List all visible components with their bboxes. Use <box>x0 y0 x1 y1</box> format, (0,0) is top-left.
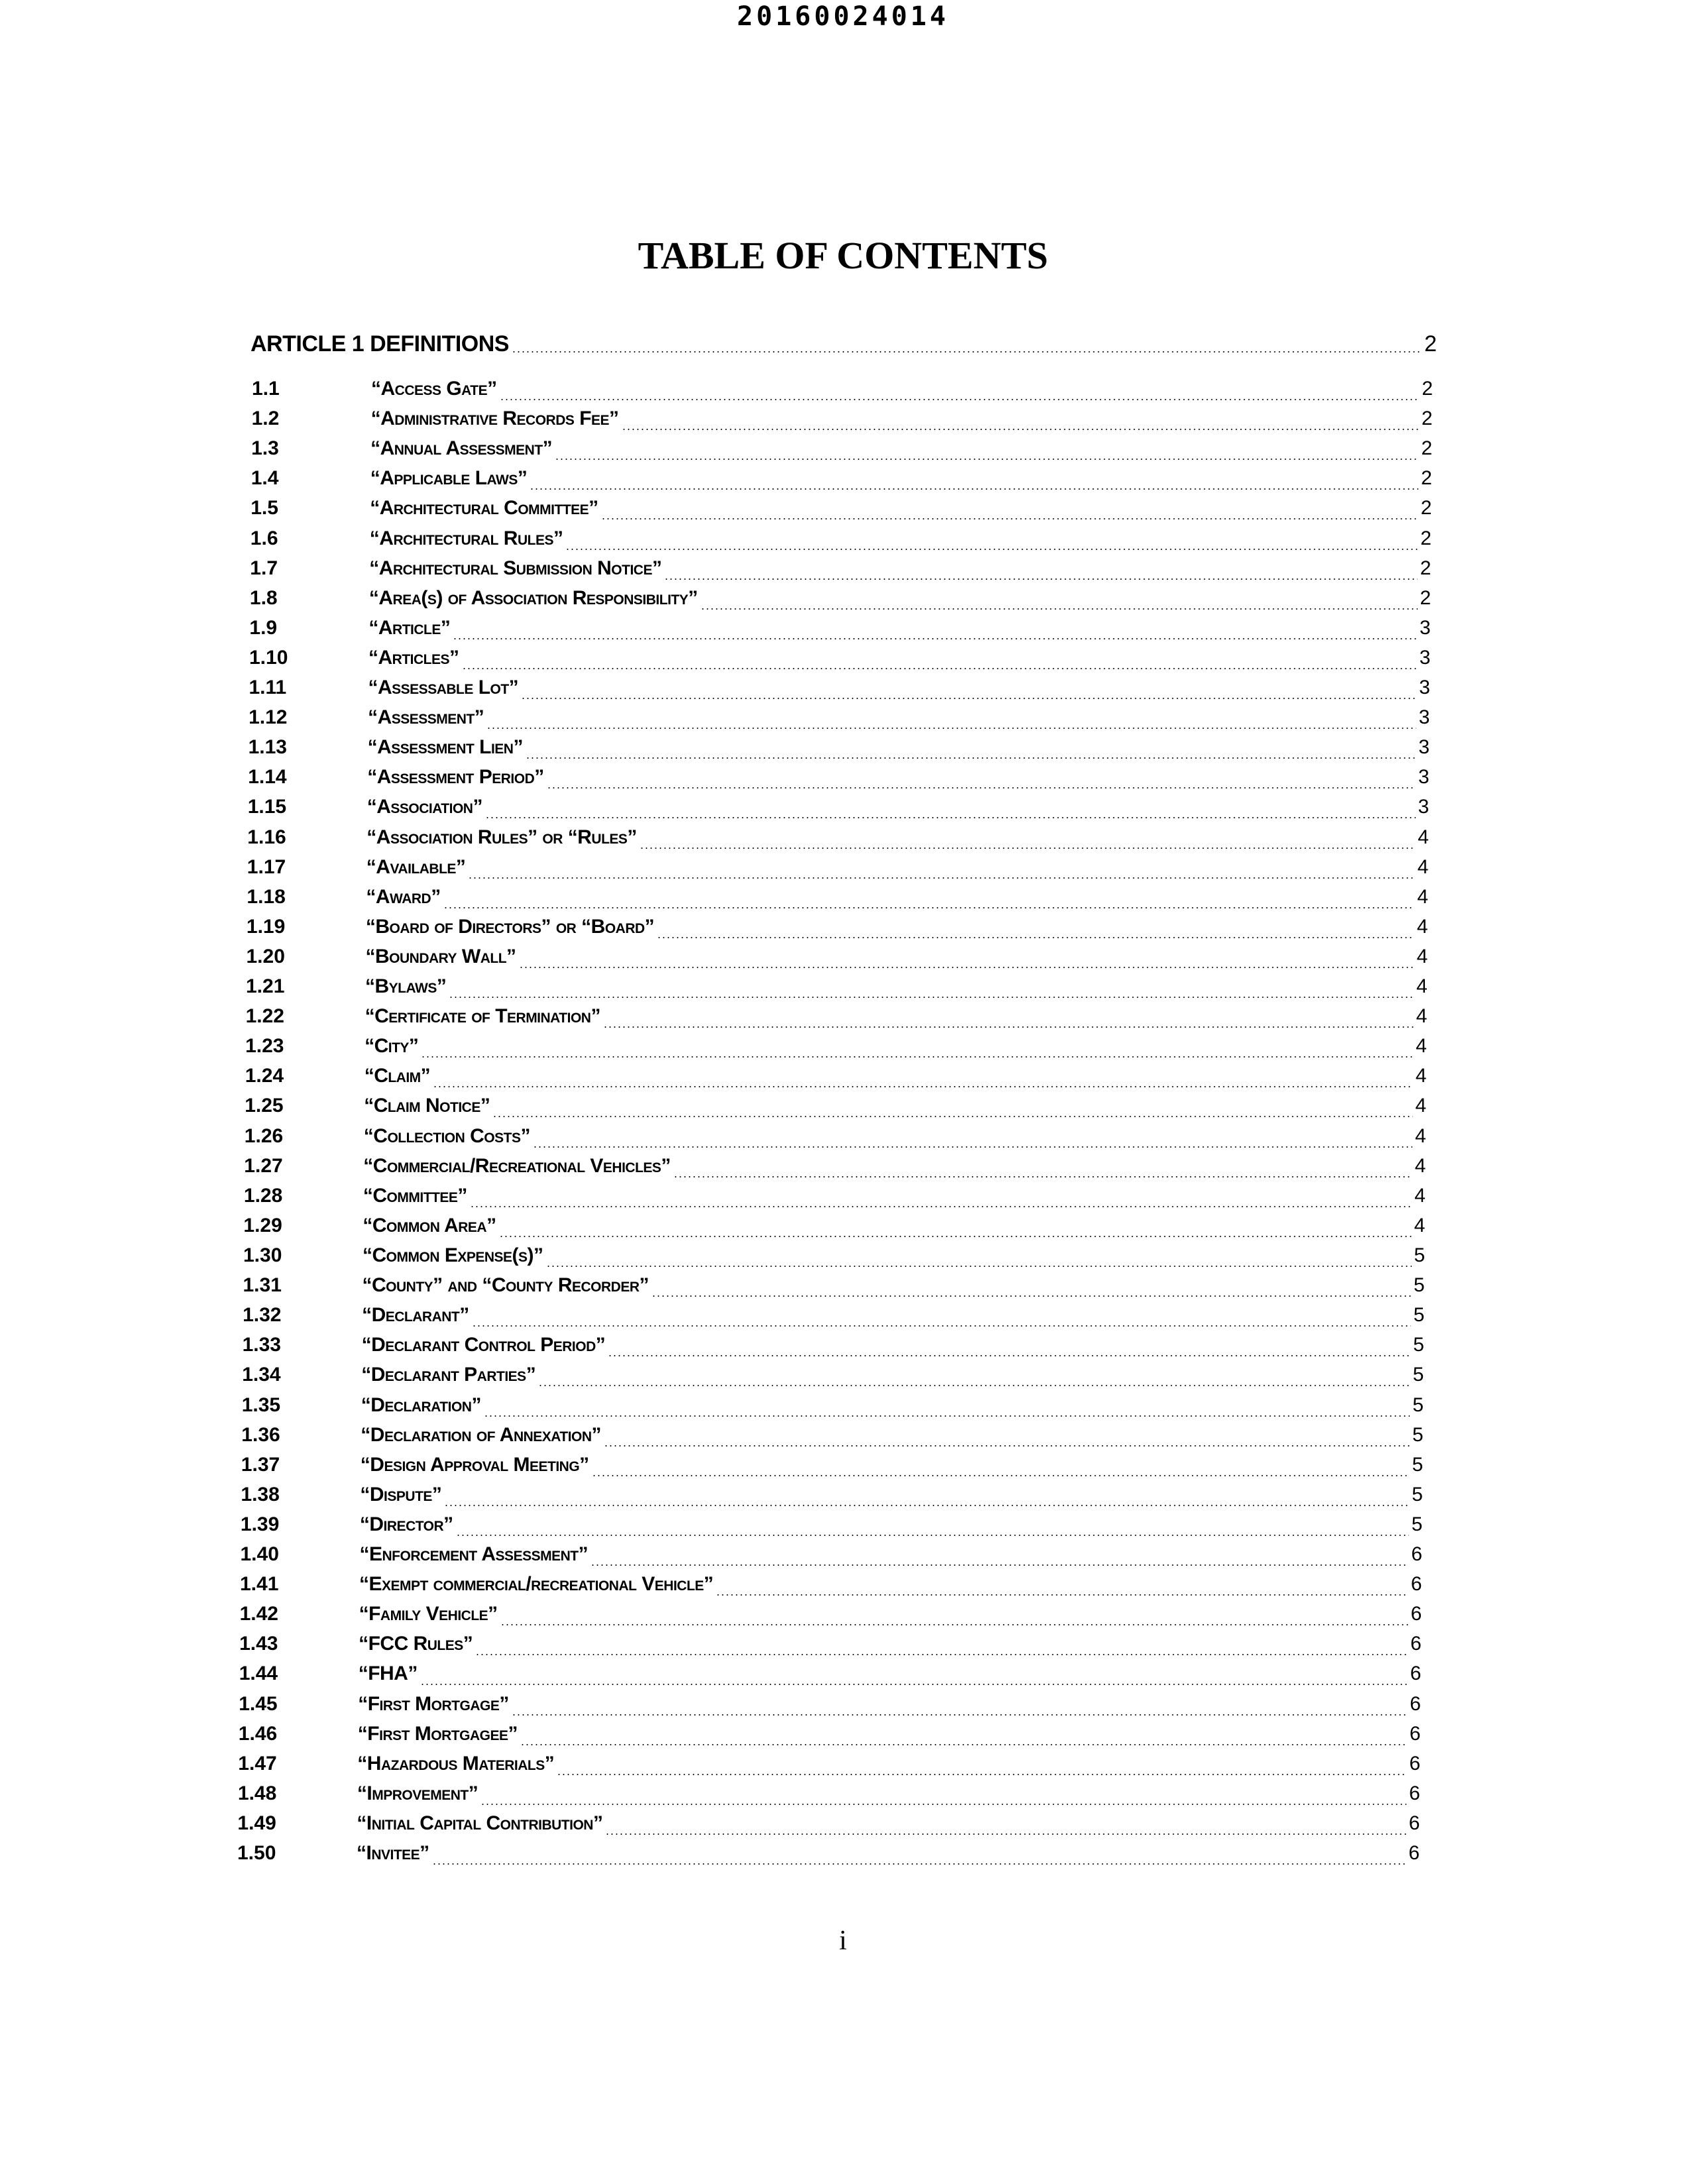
section-number: 1.33 <box>242 1334 281 1356</box>
page-ref: 3 <box>1418 766 1430 789</box>
dot-leader <box>533 1146 1412 1148</box>
dot-leader <box>470 1206 1412 1207</box>
section-title: “Dispute” <box>360 1483 442 1505</box>
toc-entry[interactable] <box>245 1035 1427 1063</box>
section-number: 1.11 <box>249 677 287 698</box>
dot-leader <box>557 1774 1406 1775</box>
page-ref: 4 <box>1414 1214 1426 1236</box>
section-title: “City” <box>365 1035 419 1058</box>
page-title: TABLE OF CONTENTS <box>638 234 1048 277</box>
page-ref: 4 <box>1414 1154 1426 1177</box>
dot-leader <box>512 351 1422 353</box>
section-number: 1.2 <box>251 408 280 430</box>
section-number: 1.46 <box>238 1722 278 1745</box>
page-ref: 4 <box>1416 1005 1428 1028</box>
toc-entry[interactable] <box>245 1065 1427 1093</box>
section-number: 1.29 <box>243 1214 282 1236</box>
section-title: “Improvement” <box>357 1782 478 1804</box>
section-title: “Design Approval Meeting” <box>360 1453 589 1476</box>
section-number: 1.23 <box>245 1035 284 1058</box>
dot-leader <box>521 698 1416 699</box>
page-ref: 2 <box>1420 527 1432 549</box>
toc-entry[interactable] <box>247 826 1429 854</box>
section-number: 1.36 <box>241 1423 280 1446</box>
page-ref: 3 <box>1418 796 1430 818</box>
section-title: “Commercial/Recreational Vehicles” <box>363 1154 671 1177</box>
section-number: 1.8 <box>249 586 278 609</box>
section-number: 1.25 <box>245 1095 284 1117</box>
section-title: “Association Rules” or “Rules” <box>366 826 637 848</box>
dot-leader <box>608 1355 1410 1356</box>
toc-entry[interactable] <box>248 796 1430 824</box>
section-title: “Director” <box>359 1513 453 1535</box>
section-title: “Common Area” <box>363 1214 496 1236</box>
section-number: 1.27 <box>244 1154 283 1177</box>
dot-leader <box>475 1654 1408 1655</box>
section-title: “FHA” <box>358 1663 418 1685</box>
dot-leader <box>716 1594 1408 1596</box>
toc-entry[interactable] <box>250 587 1431 615</box>
page-ref: 4 <box>1417 855 1429 878</box>
dot-leader <box>443 907 1415 908</box>
section-number: 1.39 <box>240 1513 280 1535</box>
page-ref: 5 <box>1411 1513 1423 1535</box>
section-number: 1.43 <box>239 1633 278 1655</box>
page-ref: 5 <box>1412 1423 1424 1446</box>
toc-entry[interactable] <box>241 1454 1424 1482</box>
section-number: 1.40 <box>240 1543 279 1565</box>
section-number: 1.17 <box>247 855 286 878</box>
page-ref: 2 <box>1420 586 1432 609</box>
dot-leader <box>500 399 1420 400</box>
dot-leader <box>512 1714 1407 1716</box>
toc-entry[interactable] <box>251 437 1432 465</box>
section-title: “Available” <box>366 855 466 878</box>
section-number: 1.28 <box>243 1184 283 1207</box>
page-ref: 3 <box>1418 706 1430 729</box>
page-ref: 6 <box>1410 1603 1422 1625</box>
page-ref: 6 <box>1409 1782 1420 1804</box>
dot-leader <box>601 518 1418 519</box>
toc-entry[interactable] <box>249 706 1430 734</box>
section-title: “Assessment” <box>368 706 484 729</box>
toc-entry[interactable] <box>246 1005 1428 1033</box>
toc-entry[interactable] <box>241 1543 1423 1571</box>
dot-leader <box>526 757 1416 759</box>
page-ref: 5 <box>1412 1393 1424 1416</box>
dot-leader <box>592 1475 1410 1476</box>
toc-entry[interactable] <box>245 1125 1426 1153</box>
dot-leader <box>519 967 1414 968</box>
section-title: “Claim” <box>364 1065 431 1087</box>
section-number: 1.49 <box>237 1812 276 1834</box>
page-ref: 2 <box>1420 497 1432 519</box>
toc-entry[interactable] <box>243 1244 1425 1272</box>
dot-leader <box>538 1385 1410 1386</box>
dot-leader <box>640 847 1415 849</box>
page-ref: 6 <box>1408 1812 1420 1834</box>
dot-leader <box>420 1684 1408 1685</box>
section-title: “Declaration” <box>361 1393 481 1416</box>
section-title: “Family Vehicle” <box>359 1603 498 1625</box>
section-title: “Bylaws” <box>365 975 447 997</box>
toc-entry[interactable] <box>240 1603 1422 1631</box>
section-title: “Architectural Committee” <box>370 497 598 519</box>
dot-leader <box>565 549 1418 550</box>
page-ref: 3 <box>1419 677 1430 698</box>
page-ref: 4 <box>1415 1065 1427 1087</box>
page-ref: 3 <box>1420 616 1431 639</box>
page-ref: 6 <box>1411 1543 1423 1565</box>
dot-leader <box>453 638 1417 639</box>
section-number: 1.26 <box>244 1124 284 1147</box>
section-title: “Claim Notice” <box>364 1095 490 1117</box>
toc-entry[interactable] <box>239 1633 1422 1661</box>
section-title: “Applicable Laws” <box>370 467 528 490</box>
toc-entry[interactable] <box>239 1663 1422 1690</box>
page-ref: 5 <box>1413 1334 1424 1356</box>
section-title: “Annual Assessment” <box>370 437 553 460</box>
section-number: 1.35 <box>241 1393 281 1416</box>
section-number: 1.45 <box>239 1692 278 1715</box>
toc-entry[interactable] <box>246 975 1428 1003</box>
section-title: “Certificate of Termination” <box>365 1005 600 1028</box>
page-ref: 3 <box>1418 736 1430 759</box>
page-ref: 5 <box>1414 1274 1425 1297</box>
toc-entry[interactable] <box>242 1394 1424 1422</box>
section-number: 1.13 <box>248 736 287 759</box>
dot-leader <box>701 608 1418 610</box>
section-number: 1.1 <box>252 378 280 400</box>
page-ref: 6 <box>1409 1722 1421 1745</box>
toc-entry[interactable] <box>237 1812 1420 1840</box>
page-ref: 2 <box>1421 467 1432 490</box>
page-ref: 4 <box>1417 885 1429 908</box>
toc-entry[interactable] <box>252 408 1433 435</box>
dot-leader <box>622 429 1419 430</box>
toc-entry[interactable] <box>242 1364 1424 1392</box>
toc-entry[interactable] <box>243 1334 1424 1362</box>
section-number: 1.22 <box>245 1005 284 1028</box>
page-ref: 2 <box>1424 331 1437 356</box>
section-title: “Declarant Control Period” <box>361 1334 606 1356</box>
section-number: 1.3 <box>251 437 279 460</box>
section-number: 1.31 <box>243 1274 282 1297</box>
dot-leader <box>449 997 1414 998</box>
section-title: “Access Gate” <box>371 378 497 400</box>
toc-entry[interactable] <box>251 467 1432 495</box>
toc-entry[interactable] <box>241 1484 1423 1511</box>
section-title: “Exempt commercial/recreational Vehicle” <box>359 1573 714 1596</box>
section-number: 1.38 <box>241 1483 280 1505</box>
toc-entry[interactable] <box>251 527 1432 555</box>
dot-leader <box>664 578 1417 580</box>
toc-entry[interactable] <box>252 378 1433 406</box>
page-ref: 2 <box>1422 378 1433 400</box>
page-ref: 6 <box>1409 1752 1421 1774</box>
toc-entry[interactable] <box>237 1842 1420 1870</box>
page-ref: 2 <box>1420 557 1432 579</box>
section-title: “Declarant” <box>362 1304 469 1327</box>
dot-leader <box>499 1236 1412 1237</box>
section-number: 1.24 <box>245 1065 284 1087</box>
page-ref: 5 <box>1412 1453 1424 1476</box>
section-number: 1.42 <box>239 1603 278 1625</box>
section-title: “First Mortgage” <box>358 1692 509 1715</box>
section-number: 1.19 <box>246 915 286 938</box>
document-number: 20160024014 <box>737 1 949 32</box>
toc-entry[interactable] <box>247 946 1428 973</box>
section-title: “Award” <box>366 885 441 908</box>
dot-leader <box>651 1295 1411 1297</box>
section-number: 1.10 <box>249 646 288 669</box>
section-title: “Declarant Parties” <box>361 1364 536 1386</box>
dot-leader <box>546 1266 1412 1267</box>
page-ref: 2 <box>1421 437 1433 460</box>
section-title: “Assessment Lien” <box>367 736 523 759</box>
dot-leader <box>604 1445 1410 1447</box>
page-ref: 5 <box>1412 1364 1424 1386</box>
article-label: ARTICLE 1 DEFINITIONS <box>251 331 509 356</box>
page-ref: 2 <box>1421 408 1433 430</box>
section-title: “FCC Rules” <box>359 1633 473 1655</box>
dot-leader <box>590 1564 1408 1566</box>
page-ref: 3 <box>1419 646 1431 669</box>
page-ref: 4 <box>1415 1095 1427 1117</box>
toc-article-row[interactable] <box>251 331 1437 358</box>
dot-leader <box>657 937 1414 938</box>
toc-entry[interactable] <box>238 1782 1420 1810</box>
toc-entry[interactable] <box>249 677 1430 704</box>
toc-entry[interactable] <box>239 1723 1421 1751</box>
dot-leader <box>485 817 1416 818</box>
section-number: 1.16 <box>247 826 286 848</box>
page-ref: 6 <box>1410 1663 1422 1685</box>
dot-leader <box>472 1325 1411 1327</box>
section-number: 1.15 <box>247 796 287 818</box>
dot-leader <box>492 1116 1412 1117</box>
page-ref: 6 <box>1410 1573 1422 1596</box>
page-ref: 5 <box>1412 1483 1423 1505</box>
section-title: “County” and “County Recorder” <box>362 1274 649 1297</box>
dot-leader <box>547 787 1416 789</box>
section-title: “Invitee” <box>357 1842 429 1864</box>
section-number: 1.21 <box>246 975 285 997</box>
toc-entry[interactable] <box>249 736 1430 764</box>
section-number: 1.47 <box>238 1752 277 1774</box>
section-title: “Boundary Wall” <box>365 945 516 967</box>
dot-leader <box>462 668 1417 669</box>
section-title: “Common Expense(s)” <box>363 1244 543 1266</box>
dot-leader <box>432 1863 1406 1865</box>
toc-entry[interactable] <box>247 856 1429 884</box>
toc-entry[interactable] <box>247 916 1428 944</box>
page-ref: 4 <box>1416 945 1428 967</box>
section-number: 1.9 <box>249 616 278 639</box>
section-title: “Assessment Period” <box>367 766 544 789</box>
dot-leader <box>605 1833 1406 1835</box>
dot-leader <box>456 1535 1409 1536</box>
dot-leader <box>433 1086 1413 1087</box>
toc-entry[interactable] <box>240 1573 1422 1601</box>
section-number: 1.6 <box>250 527 278 549</box>
dot-leader <box>530 488 1418 490</box>
toc-entry[interactable] <box>249 647 1430 675</box>
toc-entry[interactable] <box>250 557 1431 585</box>
section-title: “First Mortgagee” <box>357 1722 518 1745</box>
section-title: “Architectural Submission Notice” <box>369 557 662 579</box>
section-number: 1.32 <box>243 1304 282 1327</box>
toc-entry[interactable] <box>243 1304 1424 1332</box>
dot-leader <box>555 459 1418 460</box>
section-number: 1.18 <box>247 885 286 908</box>
section-number: 1.12 <box>249 706 288 729</box>
section-number: 1.50 <box>237 1842 276 1864</box>
toc-entry[interactable] <box>241 1513 1423 1541</box>
page-number: i <box>839 1926 847 1956</box>
section-title: “Area(s) of Association Responsibility” <box>368 586 698 609</box>
dot-leader <box>520 1744 1407 1745</box>
section-number: 1.30 <box>243 1244 282 1266</box>
toc-entry[interactable] <box>244 1155 1426 1183</box>
page-ref: 4 <box>1416 975 1428 997</box>
section-number: 1.7 <box>250 557 278 579</box>
section-number: 1.14 <box>248 766 287 789</box>
section-title: “Articles” <box>368 646 459 669</box>
page-ref: 5 <box>1413 1304 1425 1327</box>
section-number: 1.48 <box>237 1782 277 1804</box>
page-ref: 6 <box>1408 1842 1420 1864</box>
section-title: “Hazardous Materials” <box>357 1752 555 1774</box>
dot-leader <box>673 1176 1412 1177</box>
section-number: 1.5 <box>251 497 278 519</box>
page-ref: 5 <box>1414 1244 1426 1266</box>
dot-leader <box>486 728 1416 729</box>
page-ref: 4 <box>1414 1184 1426 1207</box>
toc-entry[interactable] <box>248 766 1430 794</box>
section-number: 1.4 <box>251 467 279 490</box>
toc-entry[interactable] <box>238 1753 1420 1780</box>
page-ref: 4 <box>1416 915 1428 938</box>
page-ref: 4 <box>1418 826 1429 848</box>
page-ref: 6 <box>1410 1692 1421 1715</box>
section-title: “Administrative Records Fee” <box>370 408 619 430</box>
page-ref: 4 <box>1415 1124 1426 1147</box>
toc-entry[interactable] <box>244 1185 1426 1213</box>
dot-leader <box>484 1415 1410 1417</box>
toc-entry[interactable] <box>243 1274 1425 1302</box>
page-ref: 4 <box>1416 1035 1427 1058</box>
section-number: 1.20 <box>246 945 285 967</box>
section-number: 1.37 <box>241 1453 280 1476</box>
dot-leader <box>500 1624 1408 1625</box>
dot-leader <box>603 1026 1414 1028</box>
dot-leader <box>468 877 1414 879</box>
toc-entry[interactable] <box>249 617 1430 645</box>
section-number: 1.41 <box>240 1573 279 1596</box>
page-ref: 6 <box>1410 1633 1422 1655</box>
toc-entry[interactable] <box>243 1215 1425 1242</box>
section-title: “Architectural Rules” <box>369 527 563 549</box>
dot-leader <box>480 1804 1406 1805</box>
toc-entry[interactable] <box>247 886 1428 914</box>
section-title: “Assessable Lot” <box>368 677 519 698</box>
toc-entry[interactable] <box>241 1424 1423 1452</box>
toc-entry[interactable] <box>251 497 1432 525</box>
toc-entry[interactable] <box>245 1095 1426 1122</box>
section-number: 1.34 <box>242 1364 281 1386</box>
section-title: “Declaration of Annexation” <box>361 1423 602 1446</box>
section-title: “Collection Costs” <box>363 1124 530 1147</box>
section-title: “Committee” <box>363 1184 467 1207</box>
section-title: “Board of Directors” or “Board” <box>365 915 655 938</box>
section-title: “Enforcement Assessment” <box>359 1543 589 1565</box>
section-number: 1.44 <box>239 1663 278 1685</box>
section-title: “Association” <box>366 796 482 818</box>
dot-leader <box>421 1056 1413 1058</box>
dot-leader <box>444 1505 1409 1506</box>
section-title: “Article” <box>368 616 451 639</box>
section-title: “Initial Capital Contribution” <box>357 1812 603 1834</box>
toc-entry[interactable] <box>239 1693 1421 1721</box>
